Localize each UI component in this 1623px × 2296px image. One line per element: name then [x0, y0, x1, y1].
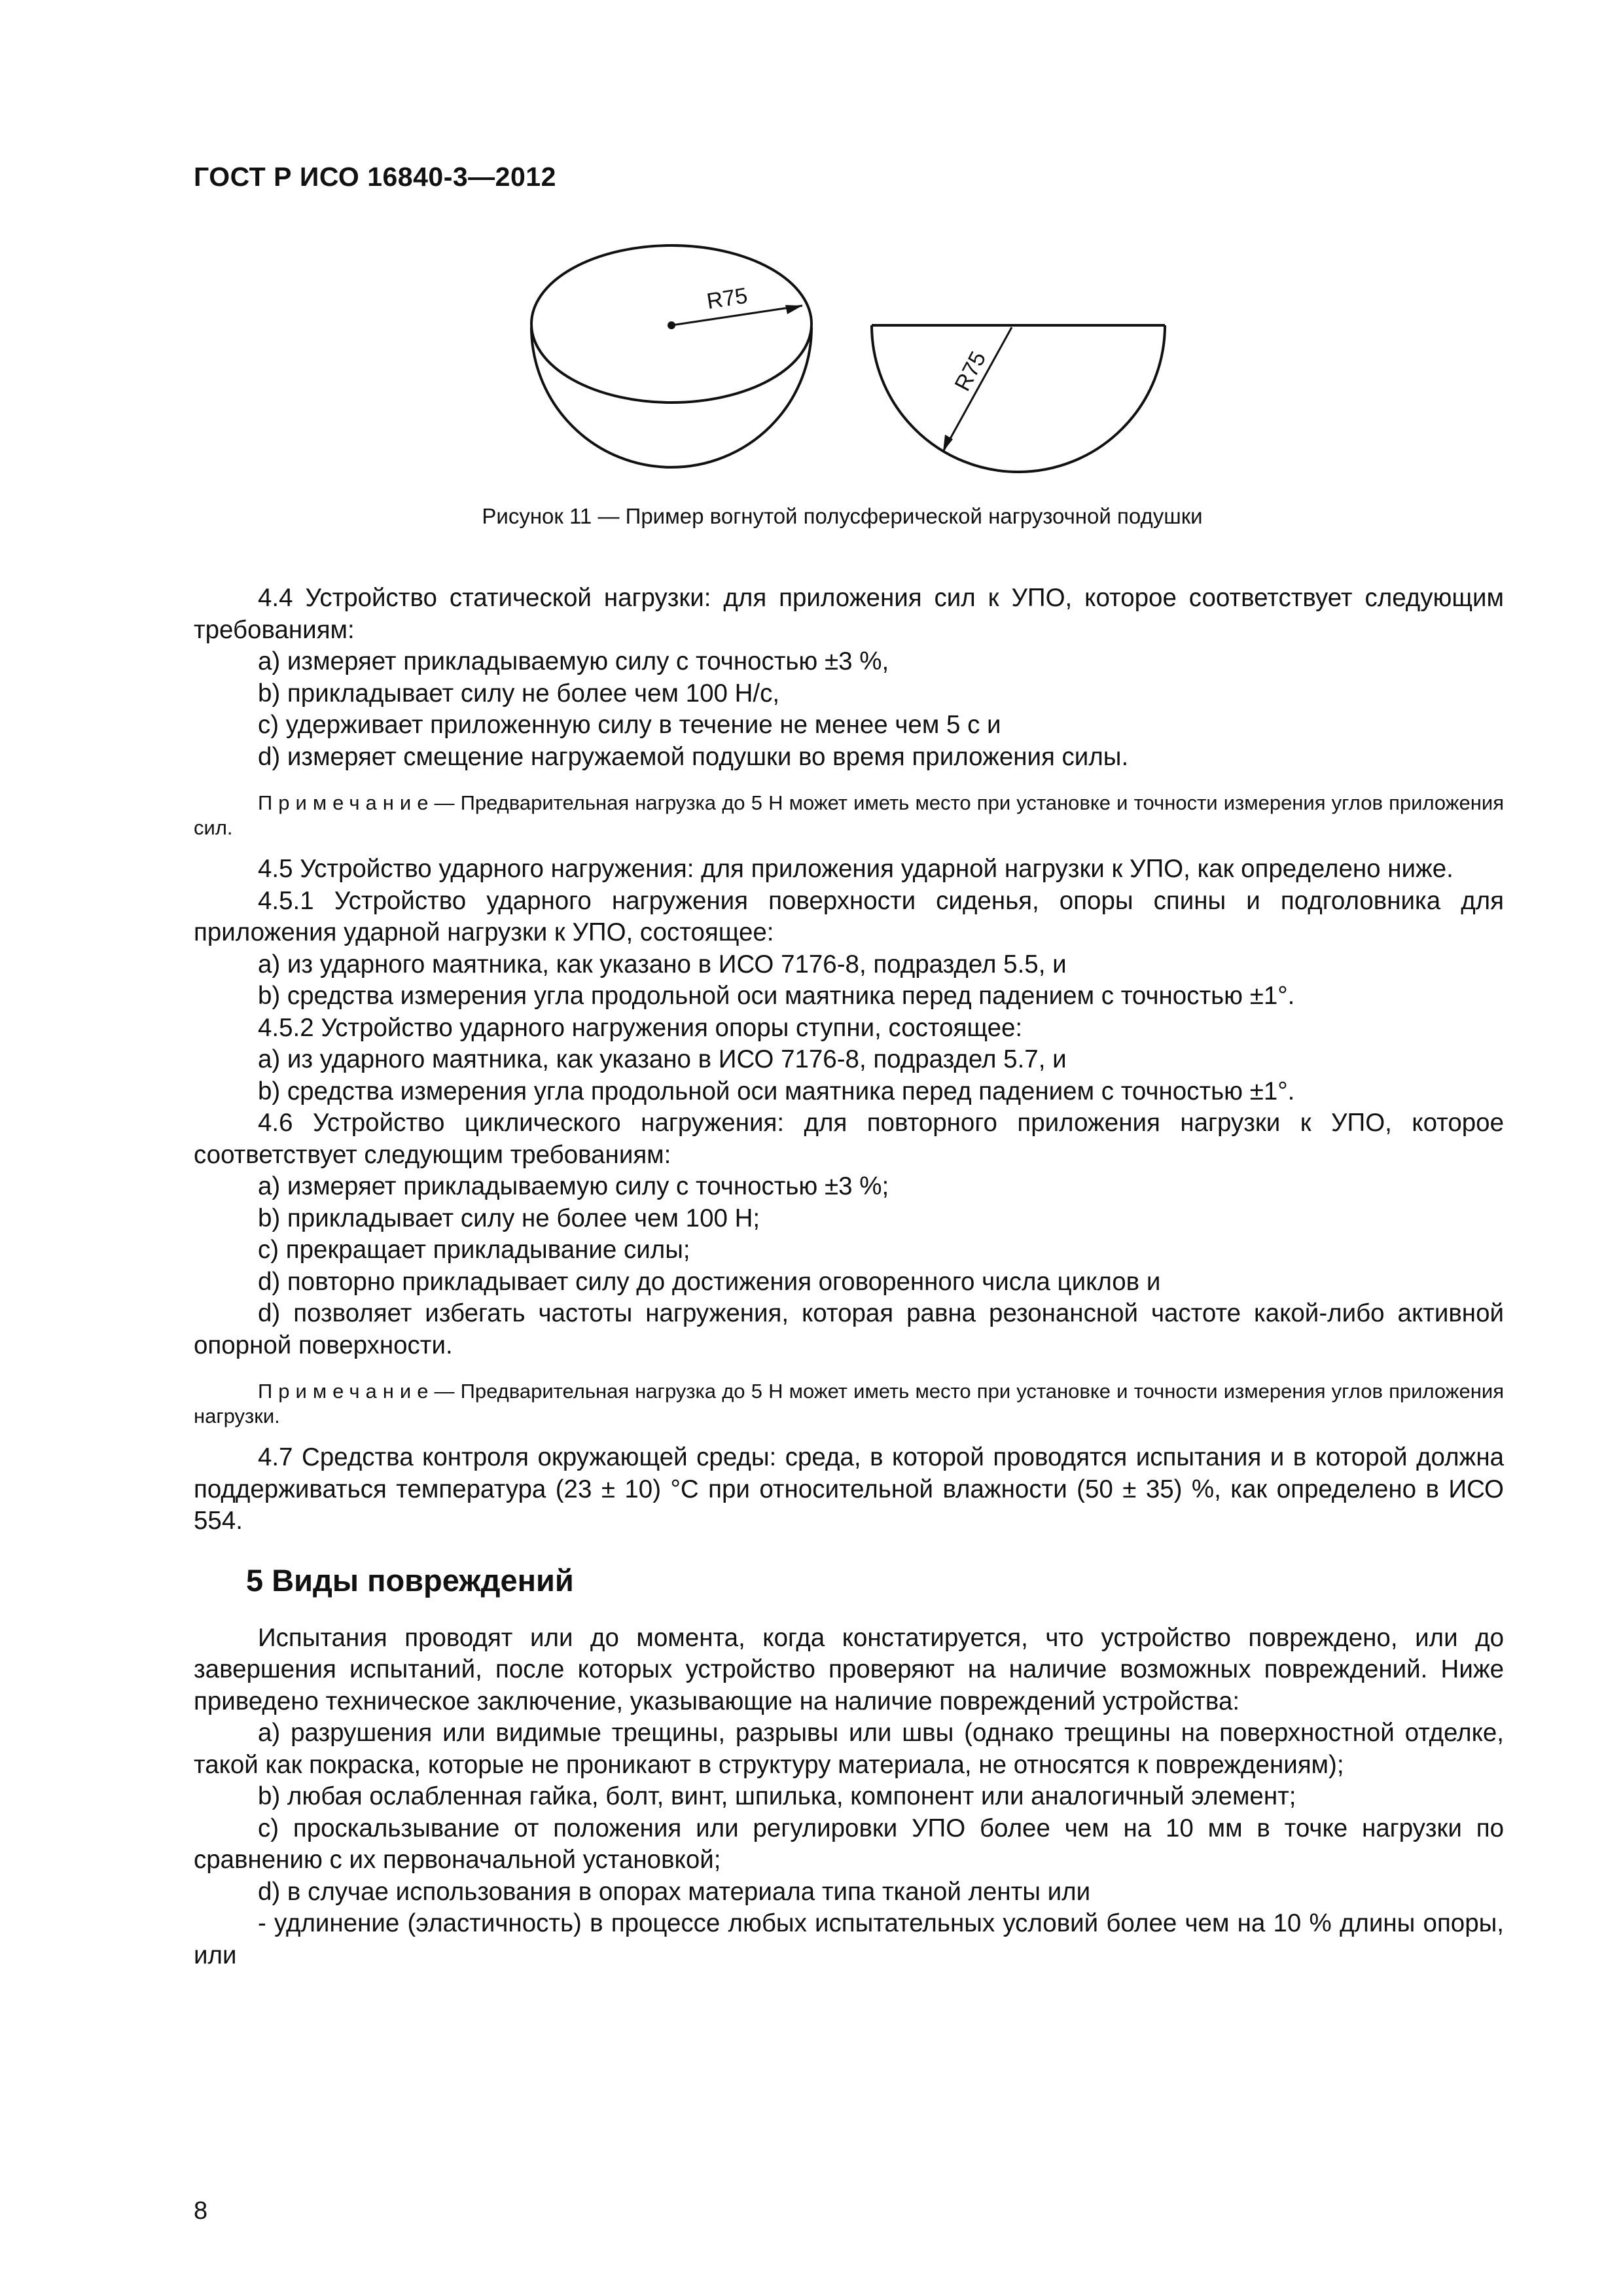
clause-4-4: 4.4 Устройство статической нагрузки: для приложения сил к УПО, которое соответствует следующим требованиям:: [194, 584, 1504, 644]
document-header: ГОСТ Р ИСО 16840-3—2012: [194, 162, 556, 192]
figure-drawing: [510, 242, 1191, 491]
hemisphere-section: [872, 325, 1165, 472]
section-5-b: b) любая ослабленная гайка, болт, винт, шпилька, компонент или аналогичный элемент;: [258, 1782, 1296, 1810]
clause-4-6-b: b) прикладывает силу не более чем 100 Н;: [258, 1204, 760, 1232]
clause-4-5: 4.5 Устройство ударного нагружения: для приложения ударной нагрузки к УПО, как определено ниже.: [258, 855, 1454, 883]
section-5-d: d) в случае использования в опорах материала типа тканой ленты или: [258, 1877, 1091, 1906]
clause-4-6: 4.6 Устройство циклического нагружения: для повторного приложения нагрузки к УПО, которое соответствует следующим требованиям:: [194, 1109, 1504, 1169]
radius-label-left: R75: [705, 283, 749, 314]
clause-4-4-b: b) прикладывает силу не более чем 100 Н/с,: [258, 679, 780, 708]
note-label: Примечание: [258, 791, 435, 814]
radius-line-right: [943, 327, 1012, 452]
clause-4-6-c: c) прекращает прикладывание силы;: [258, 1236, 690, 1264]
center-point: [668, 321, 675, 329]
clause-4-6-a: a) измеряет прикладываемую силу с точностью ±3 %;: [258, 1172, 889, 1200]
figure-hemisphere-pad: [510, 242, 1191, 491]
clause-4-5-1-a: a) из ударного маятника, как указано в ИСО 7176-8, подраздел 5.5, и: [258, 950, 1067, 978]
clause-4-5-2: 4.5.2 Устройство ударного нагружения опоры ступни, состоящее:: [258, 1013, 1023, 1042]
clause-4-5-1-b: b) средства измерения угла продольной оси маятника перед падением с точностью ±1°.: [258, 982, 1295, 1010]
section-5-a: a) разрушения или видимые трещины, разрывы или швы (однако трещины на поверхностной отделке, такой как покраска, которые не проникают в структуру материала, не относятся к повреждениям);: [194, 1719, 1504, 1779]
hemisphere-bowl: [531, 327, 812, 467]
clause-4-4-d: d) измеряет смещение нагружаемой подушки во время приложения силы.: [258, 742, 1129, 771]
hemisphere-perspective: [531, 245, 812, 467]
clause-4-5-2-a: a) из ударного маятника, как указано в ИСО 7176-8, подраздел 5.7, и: [258, 1045, 1067, 1073]
note-4-6: [194, 1379, 1504, 1429]
note-label: Примечание: [258, 1380, 435, 1403]
document-body: [194, 583, 1504, 1971]
clause-4-5-2-b: b) средства измерения угла продольной оси маятника перед падением с точностью ±1°.: [258, 1077, 1295, 1105]
arrowhead-left: [785, 305, 802, 314]
page-number: 8: [194, 2197, 208, 2225]
clause-4-7: 4.7 Средства контроля окружающей среды: среда, в которой проводятся испытания и в которой должна поддерживаться температура (23 ± 10) °C при относительной влажности (50 ± 35) %, как определено в ИСО 554.: [194, 1443, 1504, 1535]
clause-4-6-d: d) повторно прикладывает силу до достижения оговоренного числа циклов и: [258, 1267, 1161, 1296]
radius-label-right: R75: [950, 347, 991, 395]
clause-4-4-a: a) измеряет прикладываемую силу с точностью ±3 %,: [258, 647, 889, 675]
section-5-c: c) проскальзывание от положения или регулировки УПО более чем на 10 мм в точке нагрузки по сравнению с их первоначальной установкой;: [194, 1814, 1504, 1874]
section-5-intro: Испытания проводят или до момента, когда констатируется, что устройство повреждено, или до завершения испытаний, после которых устройство проверяют на наличие возможных повреждений. Ниже приведено техническое заключение, указывающие на наличие повреждений устройства:: [194, 1623, 1504, 1715]
figure-caption: Рисунок 11 — Пример вогнутой полусферической нагрузочной подушки: [482, 504, 1203, 528]
clause-4-4-c: c) удерживает приложенную силу в течение не менее чем 5 с и: [258, 711, 1001, 739]
note-text: — Предварительная нагрузка до 5 Н может иметь место при установке и точности измерения углов приложения сил.: [194, 791, 1504, 839]
section-arc: [872, 325, 1165, 472]
section-5-title: 5 Виды повреждений: [246, 1562, 574, 1598]
note-4-4: [194, 791, 1504, 840]
clause-4-5-1: 4.5.1 Устройство ударного нагружения поверхности сиденья, опоры спины и подголовника для приложения ударной нагрузки к УПО, состоящее:: [194, 886, 1504, 946]
note-text: — Предварительная нагрузка до 5 Н может иметь место при установке и точности измерения углов приложения нагрузки.: [194, 1380, 1504, 1427]
section-5-dash: - удлинение (эластичность) в процессе любых испытательных условий более чем на 10 % длины опоры, или: [194, 1909, 1504, 1969]
clause-4-6-d2: d) позволяет избегать частоты нагружения, которая равна резонансной частоте какой-либо активной опорной поверхности.: [194, 1299, 1504, 1359]
